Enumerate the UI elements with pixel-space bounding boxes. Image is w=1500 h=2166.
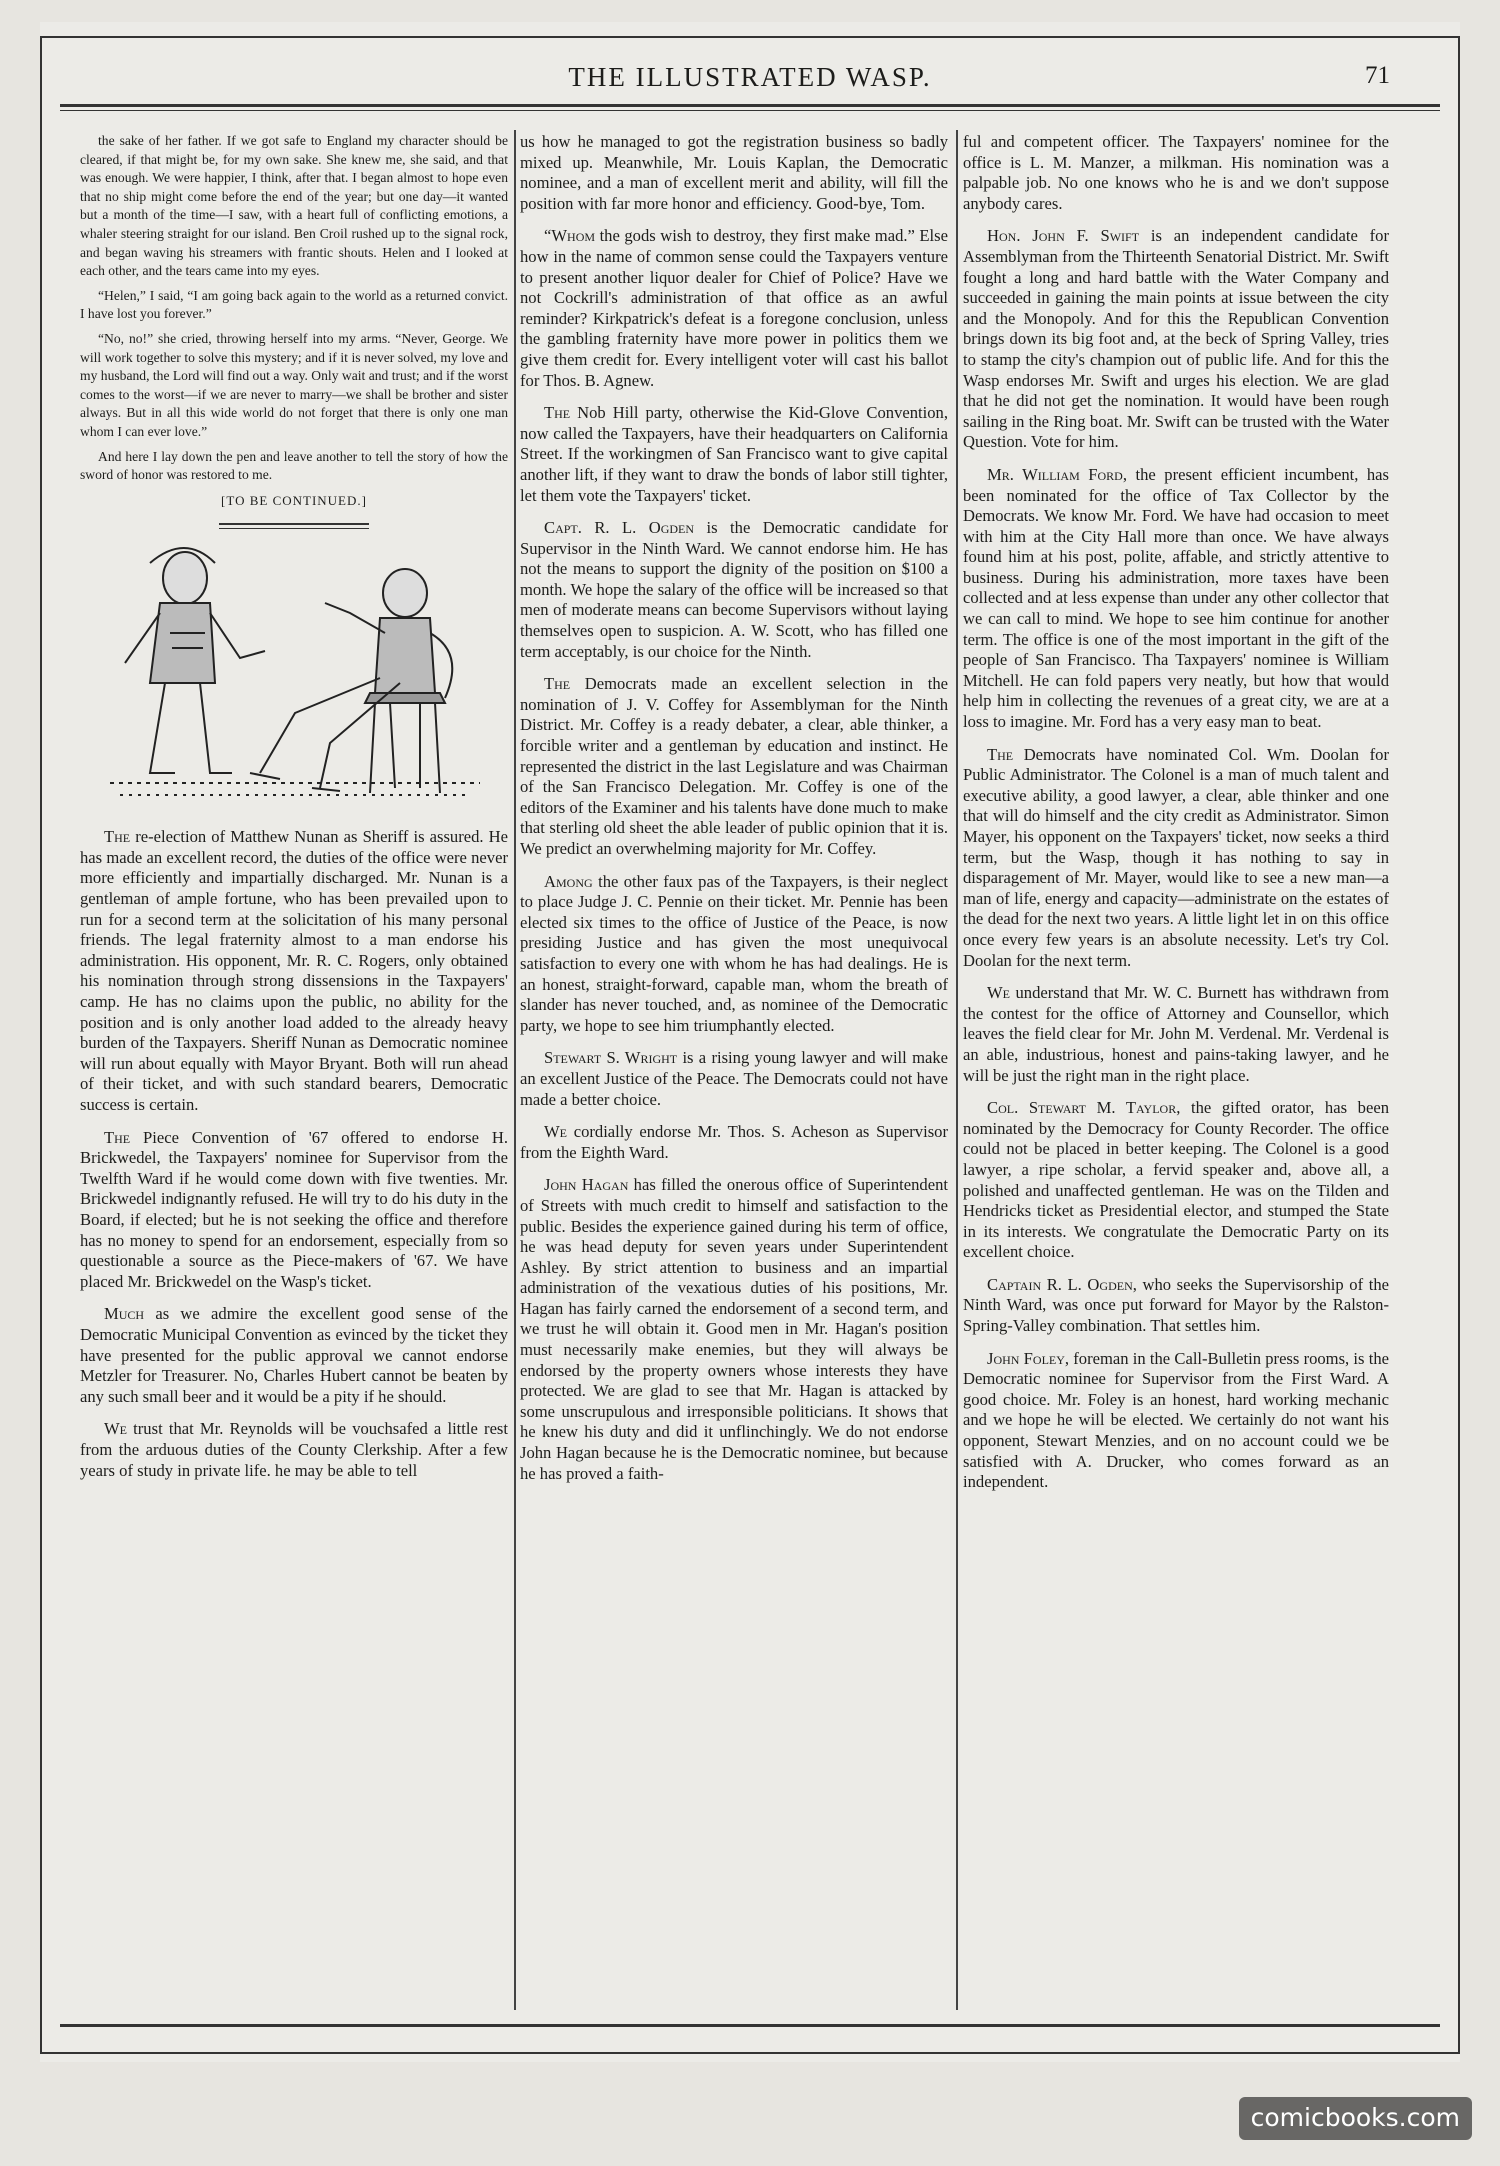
header-rule: [60, 104, 1440, 107]
article-paragraph: Capt. R. L. Ogden is the Democratic candidate for Supervisor in the Ninth Ward. We cannot endorse him. He has not the means to support the dignity of the position on $100 a month. We hope the salary of the office will be increased so that men of moderate means can become Supervisors without laying themselves open to suspicion. A. W. Scott, who has filled one term acceptably, is our choice for the Ninth.: [520, 518, 948, 661]
article-paragraph: Much as we admire the excellent good sense of the Democratic Municipal Convention as evinced by the ticket they have presented for the public approval we cannot endorse Metzler for Treasurer. No, Charles Hubert cannot be beaten by any such small beer and it would be a pity if he should.: [80, 1304, 509, 1406]
article-paragraph: Stewart S. Wright is a rising young lawyer and will make an excellent Justice of the Peace. The Democrats could not have made a better choice.: [520, 1048, 948, 1109]
article-paragraph: ful and competent officer. The Taxpayers' nominee for the office is L. M. Manzer, a milkman. His nomination was a palpable job. No one knows who he is and we don't suppose anybody cares.: [963, 132, 1389, 213]
header-rule-thin: [60, 110, 1440, 111]
article-paragraph: “Whom the gods wish to destroy, they first make mad.” Else how in the name of common sense could the Taxpayers venture to present another liquor dealer for Chief of Police? Have we not Cockrill's administration of that office as an awful reminder? Kirkpatrick's defeat is a foregone conclusion, unless the gambling fraternity have more power in politics them we give them credit for. Every intelligent voter will cast his ballot for Thos. B. Agnew.: [520, 226, 948, 390]
article-paragraph: We understand that Mr. W. C. Burnett has withdrawn from the contest for the office of Attorney and Counsellor, which leaves the field clear for Mr. John M. Verdenal. Mr. Verdenal is an able, industrious, honest and pains-taking lawyer, and he will be just the right man in the right place.: [963, 983, 1389, 1085]
article-paragraph: The Democrats made an excellent selection in the nomination of J. V. Coffey for Assemblyman for the Ninth District. Mr. Coffey is a ready debater, a clear, able thinker, a forcible writer and a gentleman by education and instinct. He represented the district in the last Legislature and was Chairman of the San Francisco Delegation. Mr. Coffey is one of the editors of the Examiner and his talents have done much to make that sterling old sheet the able leader of public opinion that it is. We predict an overwhelming majority for Mr. Coffey.: [520, 674, 948, 858]
story-paragraph: “Helen,” I said, “I am going back again to the world as a returned convict. I have lost you forever.”: [80, 287, 508, 322]
footer-rule: [60, 2024, 1440, 2027]
column-2: [520, 132, 948, 1496]
article-paragraph: Mr. William Ford, the present efficient incumbent, has been nominated for the office of Tax Collector by the Democrats. We know Mr. Ford. We have had occasion to meet with him at the City Hall more than once. We have always found him at his post, polite, affable, and strictly attentive to business. During his administration, more taxes have been collected and at less expense than under any other collector that we can call to mind. We hope to see him continue for another term. The office is one of the most important in the gift of the people of San Francisco. Tha Taxpayers' nominee is William Mitchell. He can fold papers very neatly, but how that would help him in collecting the revenues of a great city, we are at a loss to imagine. Mr. Ford has a very easy man to beat.: [963, 464, 1389, 732]
article-paragraph: We cordially endorse Mr. Thos. S. Acheson as Supervisor from the Eighth Ward.: [520, 1122, 948, 1162]
article-paragraph: Col. Stewart M. Taylor, the gifted orator, has been nominated by the Democracy for County Recorder. The office could not be placed in better keeping. The Colonel is a good lawyer, a ripe scholar, a fervid speaker and, above all, a polished and unaffected gentleman. He was on the Tilden and Hendricks ticket as Presidential elector, and stumped the State in its interests. We congratulate the Democratic Party on its excellent choice.: [963, 1098, 1389, 1262]
section-rule: [219, 523, 369, 529]
frame-rule-left: [40, 36, 42, 2054]
story-paragraph: And here I lay down the pen and leave another to tell the story of how the sword of honor was restored to me.: [80, 448, 508, 483]
page-title: THE ILLUSTRATED WASP.: [568, 62, 932, 92]
story-paragraph: “No, no!” she cried, throwing herself into my arms. “Never, George. We will work together to solve this mystery; and if it is never solved, my love and my husband, the Lord will find out a way. Only wait and trust; and if the worst comes to the worst—if we are never to marry—we shall be brother and sister always. But in all this wide world do not forget that there is only one man whom I can ever love.”: [80, 330, 509, 439]
article-paragraph: John Foley, foreman in the Call-Bulletin press rooms, is the Democratic nominee for Supervisor from the First Ward. A good choice. Mr. Foley is an honest, hard working mechanic and we hope he will be elected. We certainly do not want his opponent, Stewart Menzies, and on no account could we be satisfied with A. Drucker, who comes forward as an independent.: [963, 1348, 1389, 1492]
article-paragraph: The re-election of Matthew Nunan as Sheriff is assured. He has made an excellent record, the duties of the office were never more efficiently and impartially discharged. Mr. Nunan is a gentleman of ample fortune, who has been prevailed upon to run for a second term at the solicitation of his many personal friends. The legal fraternity almost to a man endorse his administration. His opponent, Mr. R. C. Rogers, only obtained his nomination through strong dissensions in the Taxpayers' camp. He has no claims upon the public, no ability for the position and is only another load added to the already heavy burden of the Taxpayers. Sheriff Nunan as Democratic nominee will run about equally with Mayor Bryant. Both will run ahead of their ticket, and with such standard bearers, Democratic success is certain.: [80, 827, 508, 1114]
article-paragraph: Among the other faux pas of the Taxpayers, is their neglect to place Judge J. C. Pennie on their ticket. Mr. Pennie has been elected six times to the office of Justice of the Peace, is now presiding Justice and has given the most unequivocal satisfaction to every one with whom he has had dealings. He is an honest, straight-forward, capable man, whom the breath of slander has never touched, and, as nominee of the Democratic party, we hope to see him triumphantly elected.: [520, 871, 948, 1035]
column-divider-2: [956, 130, 958, 2010]
to-be-continued: [TO BE CONTINUED.]: [221, 492, 367, 508]
serial-story: [80, 132, 508, 485]
frame-rule-top: [40, 36, 1460, 38]
cartoon-illustration: [80, 533, 508, 813]
article-paragraph: us how he managed to got the registration business so badly mixed up. Meanwhile, Mr. Louis Kaplan, the Democratic nominee, and a man of excellent merit and ability, will fill the position with far more honor and efficiency. Good-bye, Tom.: [520, 132, 948, 213]
page-number: 71: [1365, 62, 1390, 89]
watermark-label: comicbooks.com: [1239, 2097, 1472, 2140]
column-3: [963, 132, 1389, 1505]
article-paragraph: The Piece Convention of '67 offered to endorse H. Brickwedel, the Taxpayers' nominee for Supervisor from the Twelfth Ward if he would come down with five twenties. Mr. Brickwedel indignantly refused. He will try to do his duty in the Board, if elected; but he is not seeking the office and therefore has no money to spend for an endorsement, especially from so questionable a source as the Piece-makers of '67. We have placed Mr. Brickwedel on the Wasp's ticket.: [80, 1127, 508, 1291]
article-paragraph: John Hagan has filled the onerous office of Superintendent of Streets with much credit to himself and satisfaction to the public. Besides the experience gained during his term of office, he was head deputy for seven years under Superintendent Ashley. By strict attention to business and an impartial administration of the vexatious duties of his positions, Mr. Hagan has fairly carned the endorsement of a second term, and we trust he will obtain it. Good men in Mr. Hagan's position must necessarily make enemies, but they will always be endorsed by the property owners whose interests they have protected. We are glad to see that Mr. Hagan is attacked by some unscrupulous and irresponsible politicians. It shows that he knew his duty and did it unflinchingly. We do not endorse John Hagan because he is the Democratic nominee, but because he has proved a faith-: [520, 1175, 948, 1483]
frame-rule-right: [1458, 36, 1460, 2054]
frame-rule-bottom: [40, 2052, 1460, 2054]
article-paragraph: We trust that Mr. Reynolds will be vouchsafed a little rest from the arduous duties of the County Clerkship. After a few years of study in private life. he may be able to tell: [80, 1419, 508, 1480]
column-divider-1: [514, 130, 516, 2010]
article-paragraph: Captain R. L. Ogden, who seeks the Supervisorship of the Ninth Ward, was once put forward for Mayor by the Ralston-Spring-Valley combination. That settles him.: [963, 1274, 1389, 1336]
column-1: [80, 132, 508, 1493]
article-paragraph: The Democrats have nominated Col. Wm. Doolan for Public Administrator. The Colonel is a man of much talent and executive ability, a good lawyer, a clear, able thinker and one that will do himself and the city credit as Administrator. Simon Mayer, his opponent on the Taxpayers' ticket, now seeks a third term, but the Wasp, though it has nothing to say in disparagement of Mr. Mayer, would like to see a new man—a man of life, energy and capacity—administrate on the estates of the dead for the next two years. A little light let in on this office once every few years is an absolute necessity. Let's try Col. Doolan for the next term.: [963, 744, 1389, 970]
article-paragraph: The Nob Hill party, otherwise the Kid-Glove Convention, now called the Taxpayers, have their headquarters on California Street. If the workingmen of San Francisco want to give capital another lift, if they want to draw the bonds of labor still tighter, let them vote the Taxpayers' ticket.: [520, 403, 948, 505]
story-paragraph: the sake of her father. If we got safe to England my character should be cleared, if that might be, for my own sake. She knew me, she said, and that was enough. We were happier, I think, after that. I began almost to hope even that no ship might come before the end of the year; but one day—it wanted but a month of the time—I saw, with a heart full of conflicting emotions, a whaler steering straight for our island. Ben Croil rushed up to the signal rock, and began waving his streamers with frantic shouts. Helen and I looked at each other, and the tears came into my eyes.: [80, 133, 508, 279]
article-paragraph: Hon. John F. Swift is an independent candidate for Assemblyman from the Thirteenth Senatorial District. Mr. Swift fought a long and hard battle with the Water Company and succeeded in gaining the main points at issue between the city and the Monopoly. And for this the Republican Convention brings down its big foot and, at the beck of Spring Valley, tries to stamp the city's champion out of public life. And for this the Wasp endorses Mr. Swift and urges his election. We are glad that he did not get the nomination. It would have been rough sailing in the Ring boat. Mr. Swift can be trusted with the Water Question. Vote for him.: [963, 226, 1389, 452]
